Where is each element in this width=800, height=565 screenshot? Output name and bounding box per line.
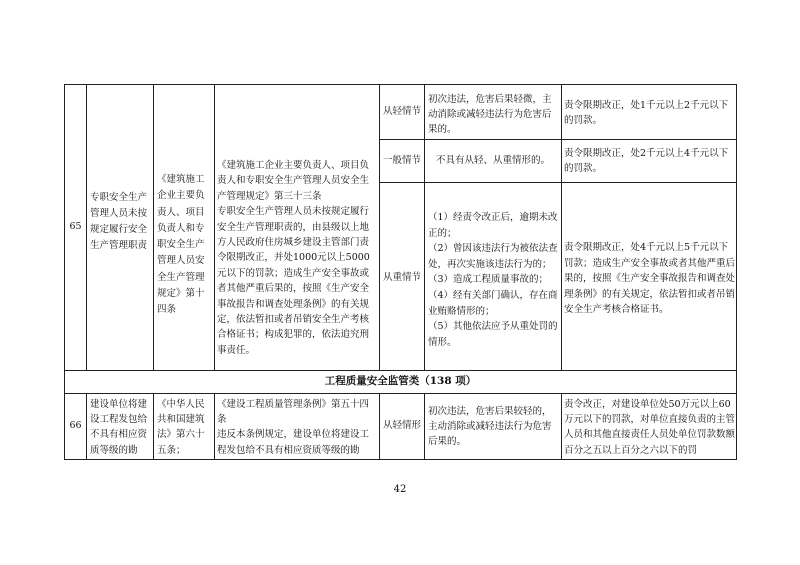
col-border xyxy=(424,393,425,459)
circumstance-light-label: 从轻情形 xyxy=(382,420,421,431)
circumstance-heavy-condition: （1）经责令改正后，逾期未改正的； （2）曾因该违法行为被依法查处，再次实施该违法行为的； （3）造成工程质量事故的； （4）经有关部门确认，存在商业贿赂情形的； （5）其他依法应予从重处罚的情形。 xyxy=(428,212,558,348)
col-border xyxy=(86,84,87,370)
circumstance-normal-standard: 责令限期改正，处2千元以上4千元以下的罚款。 xyxy=(564,148,729,175)
col-border xyxy=(86,393,87,459)
circumstance-light-label: 从轻情节 xyxy=(382,106,421,117)
legal-basis: 《中华人民共和国建筑法》第六十五条； xyxy=(157,399,205,456)
col-border xyxy=(561,393,562,459)
col-border xyxy=(424,84,425,370)
row-divider xyxy=(64,370,737,371)
row-divider xyxy=(379,139,737,140)
circumstance-light-condition: 初次违法，危害后果轻微，主动消除或减轻违法行为危害后果的。 xyxy=(428,94,552,136)
violation-item: 建设单位将建设工程发包给不具有相应资质等级的勘 xyxy=(90,399,148,456)
col-border xyxy=(214,393,215,459)
violation-item: 专职安全生产管理人员未按规定履行安全生产管理职责 xyxy=(90,192,148,251)
row-number: 66 xyxy=(69,420,82,431)
col-border xyxy=(153,84,154,370)
circumstance-heavy-label: 从重情节 xyxy=(382,272,421,283)
circumstance-light-standard: 责令限期改正，处1千元以上2千元以下的罚款。 xyxy=(564,100,729,127)
circumstance-normal-label: 一般情节 xyxy=(382,155,421,166)
table-border-bottom xyxy=(64,459,737,460)
row-divider xyxy=(379,182,737,183)
legal-basis: 《建筑施工企业主要负责人、项目负责人和专职安全生产管理人员安全生产管理规定》第十四条 xyxy=(157,174,205,316)
col-border xyxy=(64,84,65,459)
circumstance-heavy-standard: 责令限期改正，处4千元以上5千元以下罚款；造成生产安全事故或者其他严重后果的，按照《生产安全事故报告和调查处理条例》的有关规定，依法暂扣或者吊销安全生产考核合格证书。 xyxy=(564,242,735,316)
section-header: 工程质量安全监管类（138 项） xyxy=(324,375,477,387)
circumstance-normal-condition: 不具有从轻、从重情形的。 xyxy=(436,155,551,166)
penalty-provision: 《建设工程质量管理条例》第五十四条 违反本条例规定，建设单位将建设工程发包给不具有相应资质等级的勘 xyxy=(217,399,370,456)
penalty-provision: 《建筑施工企业主要负责人、项目负责人和专职安全生产管理人员安全生产管理规定》第三十三条 专职安全生产管理人员未按规定履行安全生产管理职责的，由县级以上地方人民政府住房城乡建设主管部门责令限期改正，并处1000元以上5000元以下的罚款；造成生产安全事故或者其他严重后果的，按照《生产安全事故报告和调查处理条例》的有关规定，依法暂扣或者吊销安全生产考核合格证书；构成犯罪的，依法追究刑事责任。 xyxy=(217,160,370,356)
row-number: 65 xyxy=(69,221,82,232)
col-border xyxy=(736,84,737,459)
page-number: 42 xyxy=(393,484,407,495)
row-divider xyxy=(64,393,737,394)
col-border xyxy=(214,84,215,370)
circumstance-light-standard: 责令改正，对建设单位处50万元以上60万元以下的罚款，对单位直接负责的主管人员和其他直接责任人员处单位罚款数额百分之五以上百分之六以下的罚 xyxy=(564,399,735,456)
col-border xyxy=(379,84,380,370)
circumstance-light-condition: 初次违法，危害后果较轻的，主动消除或减轻违法行为危害后果的。 xyxy=(428,406,552,448)
table-border-top xyxy=(64,84,737,85)
col-border xyxy=(153,393,154,459)
col-border xyxy=(561,84,562,370)
